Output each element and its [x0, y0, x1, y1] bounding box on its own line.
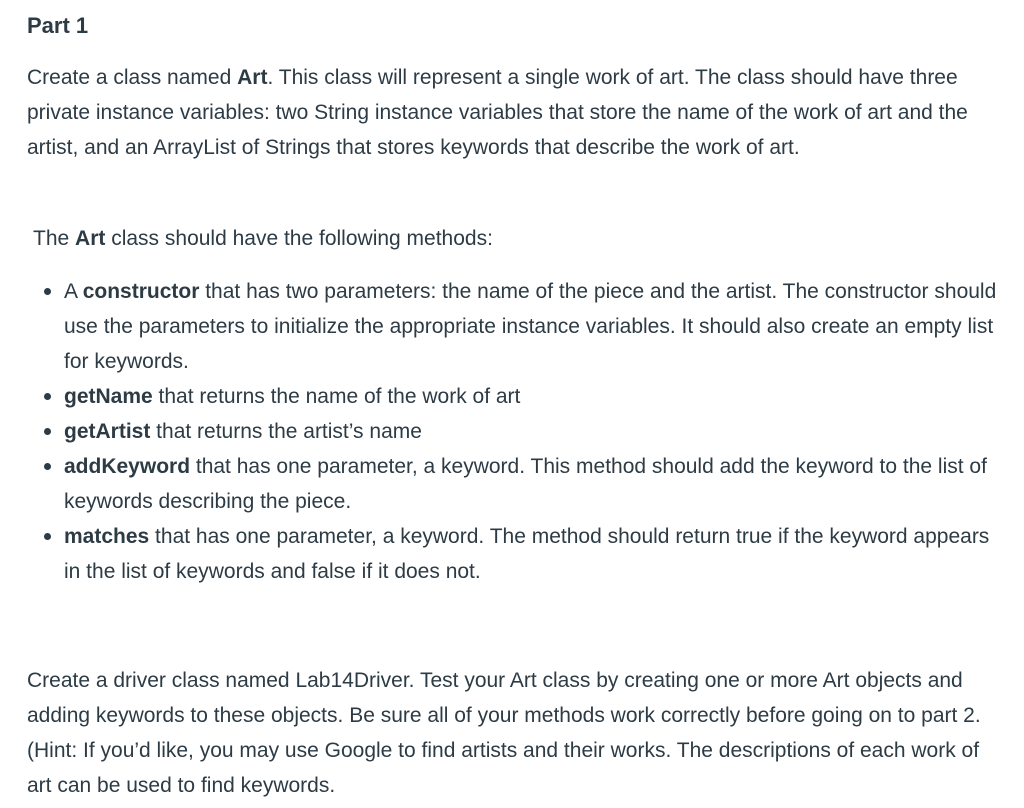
method-description: that returns the artist’s name [150, 420, 422, 443]
method-item-addkeyword [64, 449, 1004, 519]
intro-text-start: Create a class named [27, 66, 238, 89]
method-name: getArtist [64, 420, 151, 443]
method-item-getname [64, 379, 1004, 414]
part-title: Part 1 [27, 13, 89, 38]
intro-text-rest: . This class will represent a single work of art. The class should have three private instance variables: two String instance variables that store the name of the work of art and the artist, and an ArrayList of Strings that stores keywords that describe the work of art. [27, 66, 968, 159]
method-description: that has two parameters: the name of the piece and the artist. The constructor should use the parameters to initialize the appropriate instance variables. It should also create an empty list for keywords. [64, 280, 997, 373]
methods-lead-start: The [33, 227, 76, 250]
methods-lead-rest: class should have the following methods: [105, 227, 493, 250]
method-prefix: A [64, 280, 83, 303]
method-name: matches [64, 525, 150, 548]
intro-class-name: Art [237, 66, 268, 89]
methods-lead-paragraph [33, 221, 493, 256]
methods-list [27, 274, 1004, 589]
method-description: that has one parameter, a keyword. This method should add the keyword to the list of keywords describing the piece. [64, 455, 987, 513]
method-item-constructor [64, 274, 1004, 379]
driver-paragraph: Create a driver class named Lab14Driver. Test your Art class by creating one or more Art objects and adding keywords to these objects. Be sure all of your methods work correctly before going on to part 2. (Hint: If you’d like, you may use Google to find artists and their works. The descriptions of each work of art can be used to find keywords. [27, 669, 981, 797]
methods-lead-class-name: Art [75, 227, 106, 250]
intro-paragraph [27, 60, 1005, 165]
method-name: constructor [82, 280, 200, 303]
method-description: that returns the name of the work of art [152, 385, 521, 408]
method-description: that has one parameter, a keyword. The method should return true if the keyword appears in the list of keywords and false if it does not. [64, 525, 990, 583]
method-name: getName [64, 385, 153, 408]
method-item-matches [64, 519, 1004, 589]
method-item-getartist [64, 414, 1004, 449]
method-name: addKeyword [64, 455, 191, 478]
